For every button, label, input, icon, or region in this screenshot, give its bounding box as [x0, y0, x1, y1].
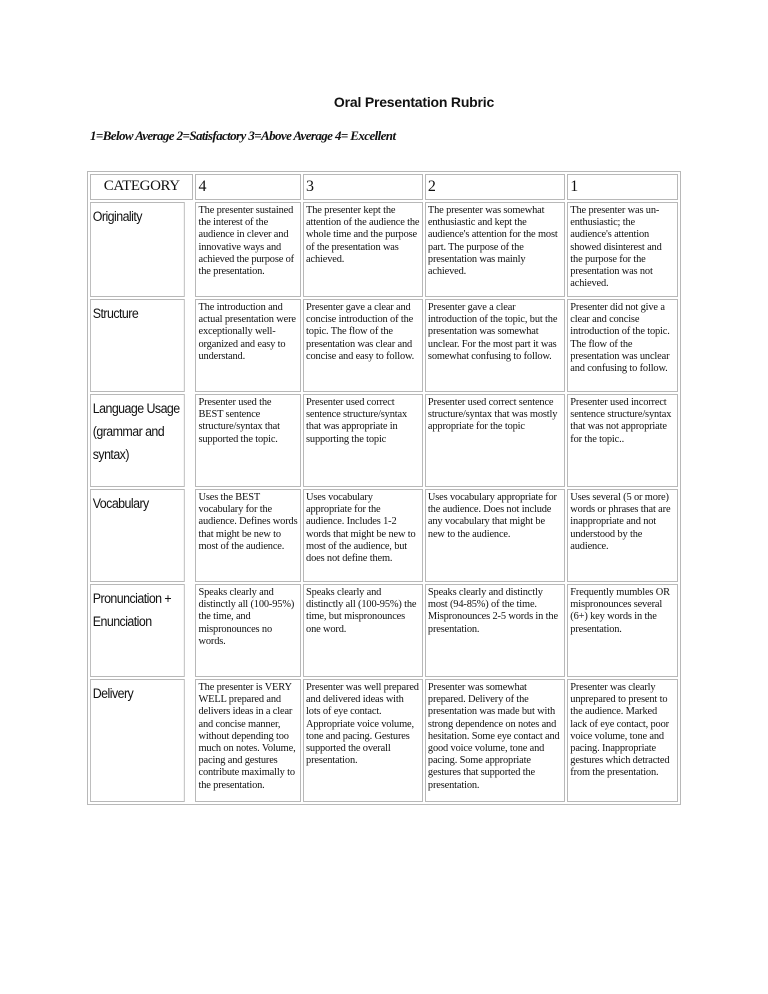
table-row-structure — [90, 299, 678, 392]
rubric-table — [87, 171, 681, 805]
table-row-vocabulary — [90, 489, 678, 582]
cell-language-usage-4: Presenter used the BEST sentence structure/syntax that supported the topic. — [195, 394, 301, 487]
cell-structure-4: The introduction and actual presentation were exceptionally well- organized and easy to understand. — [195, 299, 301, 392]
cell-delivery-3: Presenter was well prepared and delivered ideas with lots of eye contact. Appropriate voice volume, tone and pacing. Gestures supported the overall presentation. — [303, 679, 423, 802]
table-row-delivery — [90, 679, 678, 802]
cell-originality-2: The presenter was somewhat enthusiastic and kept the audience's attention for the most part. The purpose of the presentation was mainly achieved. — [425, 202, 565, 297]
cell-pronunciation-4: Speaks clearly and distinctly all (100-95%) the time, and mispronounces no words. — [195, 584, 301, 677]
category-vocabulary: Vocabulary — [90, 489, 185, 582]
cell-originality-4: The presenter sustained the interest of the audience in clever and innovative ways and achieved the purpose of the presentation. — [195, 202, 301, 297]
table-row-pronunciation — [90, 584, 678, 677]
header-score-3: 3 — [303, 174, 423, 200]
cell-vocabulary-1: Uses several (5 or more) words or phrases that are inappropriate and not understood by the audience. — [567, 489, 678, 582]
cell-structure-3: Presenter gave a clear and concise introduction of the topic. The flow of the presentation was clear and concise and easy to follow. — [303, 299, 423, 392]
header-row — [90, 174, 678, 200]
category-pronunciation: Pronunciation + Enunciation — [90, 584, 185, 677]
cell-pronunciation-2: Speaks clearly and distinctly most (94-85%) of the time. Mispronounces 2-5 words in the presentation. — [425, 584, 565, 677]
table-row-language-usage — [90, 394, 678, 487]
cell-vocabulary-3: Uses vocabulary appropriate for the audience. Includes 1-2 words that might be new to most of the audience, but does not define them. — [303, 489, 423, 582]
cell-originality-1: The presenter was un-enthusiastic; the audience's attention showed disinterest and the purpose for the presentation was not achieved. — [567, 202, 678, 297]
cell-delivery-4: The presenter is VERY WELL prepared and delivers ideas in a clear and concise manner, without depending too much on notes. Volume, pacing and gestures contribute maximally to the presentation. — [195, 679, 301, 802]
cell-pronunciation-3: Speaks clearly and distinctly all (100-95%) the time, but mispronounces one word. — [303, 584, 423, 677]
cell-language-usage-2: Presenter used correct sentence structure/syntax that was mostly appropriate for the topic — [425, 394, 565, 487]
category-structure: Structure — [90, 299, 185, 392]
cell-pronunciation-1: Frequently mumbles OR mispronounces several (6+) key words in the presentation. — [567, 584, 678, 677]
table-row-originality — [90, 202, 678, 297]
header-score-1: 1 — [567, 174, 678, 200]
rating-scale: 1=Below Average 2=Satisfactory 3=Above Average 4= Excellent — [90, 128, 396, 143]
cell-vocabulary-2: Uses vocabulary appropriate for the audience. Does not include any vocabulary that might be new to the audience. — [425, 489, 565, 582]
category-delivery: Delivery — [90, 679, 185, 802]
category-language-usage: Language Usage (grammar and syntax) — [90, 394, 185, 487]
cell-structure-2: Presenter gave a clear introduction of the topic, but the presentation was somewhat unclear. For the most part it was somewhat confusing to follow. — [425, 299, 565, 392]
cell-language-usage-3: Presenter used correct sentence structure/syntax that was appropriate in supporting the topic — [303, 394, 423, 487]
cell-delivery-1: Presenter was clearly unprepared to present to the audience. Marked lack of eye contact, poor voice volume, tone and pacing. Inappropriate gestures which detracted from the presentation. — [567, 679, 678, 802]
document-title: Oral Presentation Rubric — [333, 94, 495, 110]
cell-language-usage-1: Presenter used incorrect sentence structure/syntax that was not appropriate for the topic.. — [567, 394, 678, 487]
cell-originality-3: The presenter kept the attention of the audience the whole time and the purpose of the presentation was achieved. — [303, 202, 423, 297]
header-category: CATEGORY — [90, 174, 193, 200]
cell-structure-1: Presenter did not give a clear and concise introduction of the topic. The flow of the presentation was unclear and confusing to follow. — [567, 299, 678, 392]
cell-delivery-2: Presenter was somewhat prepared. Delivery of the presentation was made but with strong dependence on notes and hesitation. Some eye contact and good voice volume, tone and pacing. Some appropriate gestures that supported the presentation. — [425, 679, 565, 802]
cell-vocabulary-4: Uses the BEST vocabulary for the audience. Defines words that might be new to most of the audience. — [195, 489, 301, 582]
header-score-2: 2 — [425, 174, 565, 200]
header-score-4: 4 — [195, 174, 301, 200]
category-originality: Originality — [90, 202, 185, 297]
